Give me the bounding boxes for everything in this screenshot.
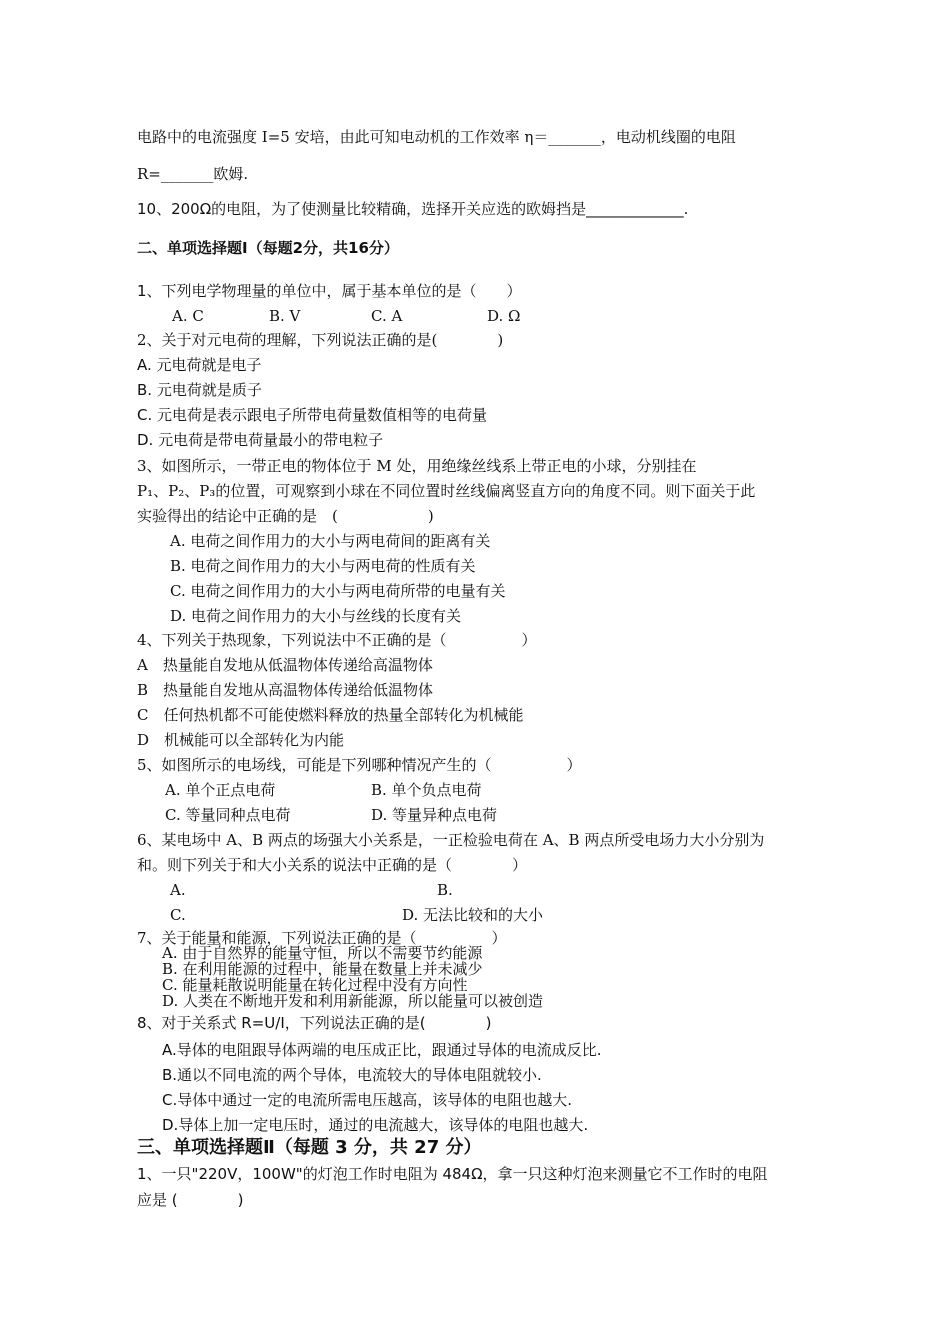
s2-q2-option-c: C. 元电荷是表示跟电子所带电荷量数值相等的电荷量 (137, 406, 488, 424)
s2-q7-option-c: C. 能量耗散说明能量在转化过程中没有方向性 (162, 976, 468, 994)
s2-q3-stem-line3: 实验得出的结论中正确的是 ( ) (137, 507, 434, 525)
s2-q4-option-d: D 机械能可以全部转化为内能 (137, 731, 345, 749)
s2-q4-stem: 4、下列关于热现象，下列说法中不正确的是（ ） (137, 631, 537, 649)
s2-q6-stem-line1: 6、某电场中 A、B 两点的场强大小关系是，一正检验电荷在 A、B 两点所受电场力大小分别为 (137, 831, 765, 849)
line-resistance: R=_______欧姆. (137, 165, 249, 183)
s2-q3-stem-line2: P₁、P₂、P₃的位置，可观察到小球在不同位置时丝线偏离竖直方向的角度不同。则下面关于此 (137, 482, 756, 500)
s2-q1-option-c: C. A (371, 307, 403, 325)
s2-q8-stem: 8、对于关系式 R=U/I，下列说法正确的是( ) (137, 1014, 492, 1032)
line-efficiency: 电路中的电流强度 I=5 安培，由此可知电动机的工作效率 η＝_______，电动机线圈的电阻 (137, 128, 736, 146)
section-3-heading: 三、单项选择题Ⅱ（每题 3 分，共 27 分） (137, 1137, 482, 1158)
s2-q6-option-d: D. 无法比较和的大小 (402, 906, 544, 924)
s2-q4-option-c: C 任何热机都不可能使燃料释放的热量全部转化为机械能 (137, 706, 524, 724)
s2-q8-option-b: B.通以不同电流的两个导体，电流较大的导体电阻就较小. (162, 1066, 542, 1084)
s2-q8-option-d: D.导体上加一定电压时，通过的电流越大，该导体的电阻也越大. (162, 1116, 589, 1134)
s2-q6-option-c: C. (170, 906, 186, 924)
s2-q3-option-d: D. 电荷之间作用力的大小与丝线的长度有关 (170, 607, 462, 625)
s2-q2-stem: 2、关于对元电荷的理解，下列说法正确的是( ) (137, 331, 504, 349)
s2-q7-option-d: D. 人类在不断地开发和利用新能源，所以能量可以被创造 (162, 992, 544, 1010)
s2-q2-option-d: D. 元电荷是带电荷量最小的带电粒子 (137, 431, 384, 449)
s2-q2-option-b: B. 元电荷就是质子 (137, 381, 262, 399)
s2-q3-stem-line1: 3、如图所示，一带正电的物体位于 M 处，用绝缘丝线系上带正电的小球，分别挂在 (137, 457, 697, 475)
s2-q4-option-b: B 热量能自发地从高温物体传递给低温物体 (137, 681, 434, 699)
s2-q7-option-a: A. 由于自然界的能量守恒，所以不需要节约能源 (162, 944, 483, 962)
s2-q6-option-a: A. (170, 881, 186, 899)
s2-q3-option-c: C. 电荷之间作用力的大小与两电荷所带的电量有关 (170, 582, 506, 600)
s2-q1-option-d: D. Ω (487, 307, 521, 325)
s2-q6-stem-line2: 和。则下列关于和大小关系的说法中正确的是（ ） (137, 856, 528, 874)
s2-q5-option-a: A. 单个正点电荷 (165, 781, 276, 799)
s2-q5-option-c: C. 等量同种点电荷 (165, 806, 291, 824)
s3-q1-stem-line2: 应是 ( ) (137, 1191, 244, 1209)
s2-q3-option-a: A. 电荷之间作用力的大小与两电荷间的距离有关 (170, 532, 491, 550)
s3-q1-stem-line1: 1、一只"220V，100W"的灯泡工作时电阻为 484Ω，拿一只这种灯泡来测量它不工作时的电阻 (137, 1165, 768, 1183)
s2-q4-option-a: A 热量能自发地从低温物体传递给高温物体 (137, 656, 433, 674)
s2-q7-stem: 7、关于能量和能源，下列说法正确的是（ ） (137, 929, 507, 947)
s2-q5-stem: 5、如图所示的电场线，可能是下列哪种情况产生的（ ） (137, 756, 582, 774)
s2-q5-option-d: D. 等量异种点电荷 (371, 806, 498, 824)
s2-q2-option-a: A. 元电荷就是电子 (137, 356, 262, 374)
s2-q1-stem: 1、下列电学物理量的单位中，属于基本单位的是（ ） (137, 282, 522, 300)
s2-q1-option-a: A. C (172, 307, 204, 325)
s2-q1-option-b: B. V (269, 307, 301, 325)
s2-q3-option-b: B. 电荷之间作用力的大小与两电荷的性质有关 (170, 557, 476, 575)
s2-q7-option-b: B. 在利用能源的过程中，能量在数量上并未减少 (162, 960, 483, 978)
section-2-heading: 二、单项选择题Ⅰ（每题2分，共16分） (137, 239, 399, 257)
s2-q5-option-b: B. 单个负点电荷 (371, 781, 482, 799)
s2-q8-option-a: A.导体的电阻跟导体两端的电压成正比，跟通过导体的电流成反比. (162, 1041, 602, 1059)
s2-q8-option-c: C.导体中通过一定的电流所需电压越高，该导体的电阻也越大. (162, 1091, 573, 1109)
s2-q6-option-b: B. (437, 881, 453, 899)
question-10: 10、200Ω的电阻，为了使测量比较精确，选择开关应选的欧姆挡是_____________. (137, 200, 689, 218)
